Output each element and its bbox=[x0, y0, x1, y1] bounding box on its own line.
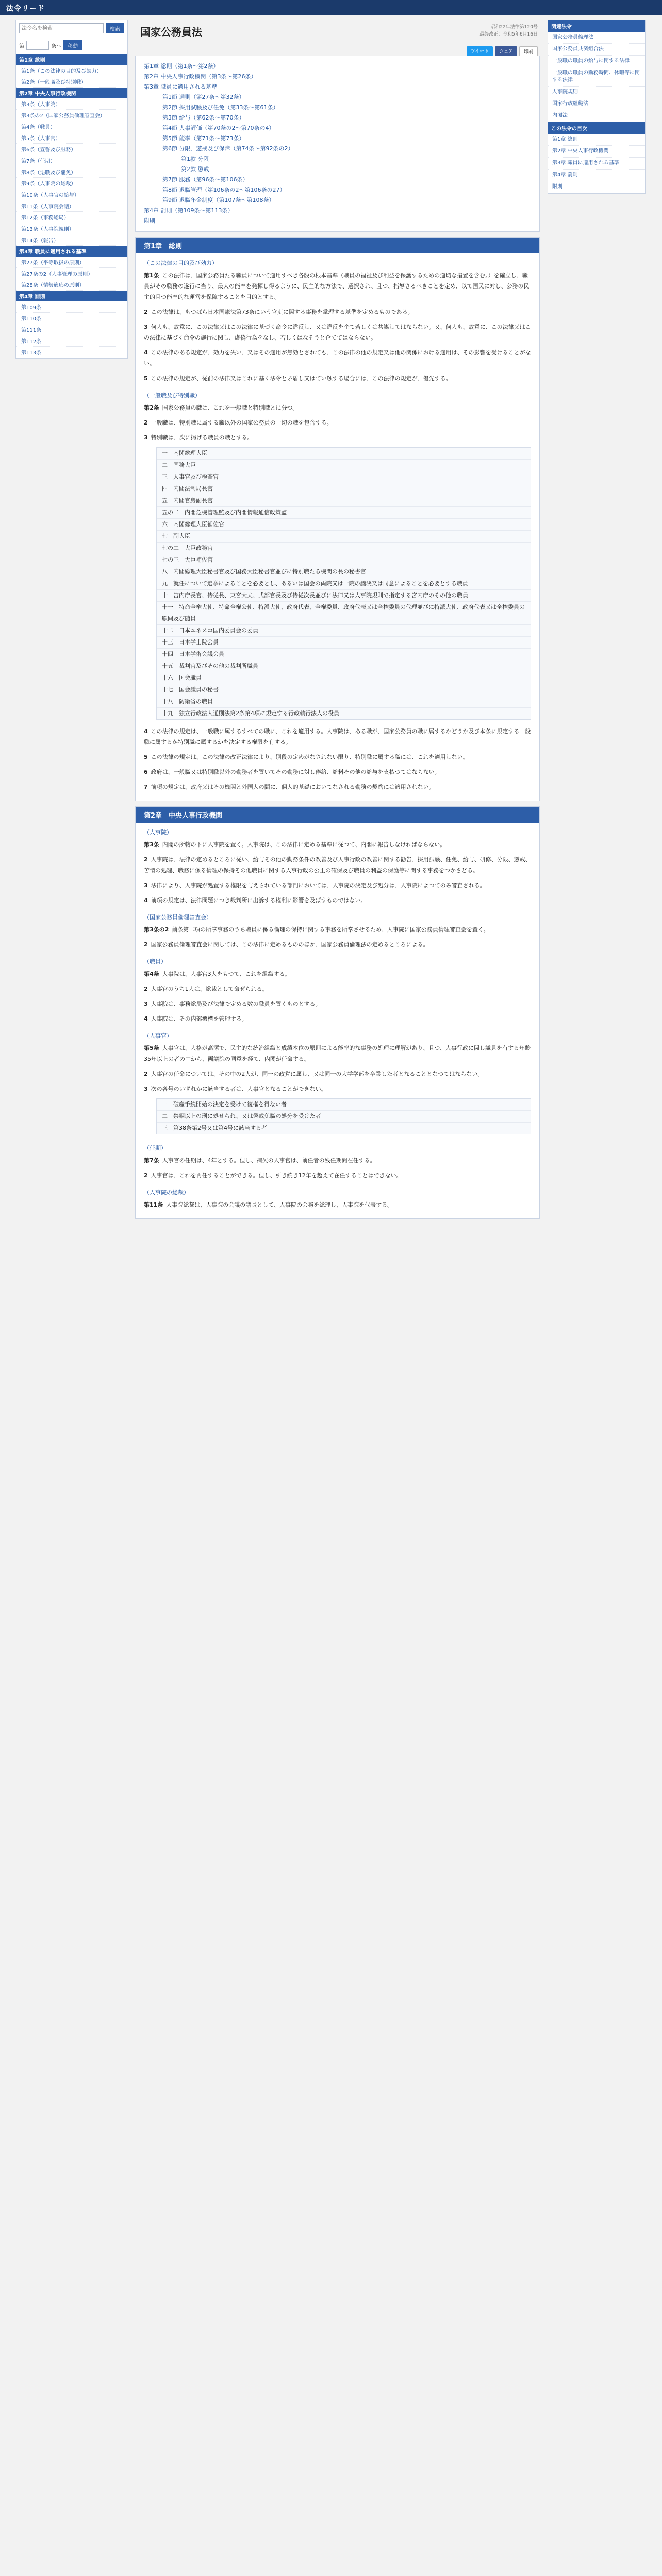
article-caption: （人事院の総裁） bbox=[144, 1189, 189, 1196]
paragraph-text: 法律により、人事院が処置する権限を与えられている部門においては、人事院の決定及び処分は、人事院によつてのみ審査される。 bbox=[151, 882, 486, 889]
list-item: 五の二 内閣危機管理監及び内閣情報通信政策監 bbox=[157, 507, 531, 519]
jump-suffix: 条へ bbox=[51, 43, 61, 49]
paragraph-text: 前項の規定は、法律問題につき裁判所に出訴する権利に影響を及ぼすものではない。 bbox=[151, 897, 367, 904]
law-toc bbox=[135, 56, 540, 232]
toc-section-heading[interactable]: 第4章 罰則 bbox=[16, 291, 127, 301]
list-item: 四 内閣法制局長官 bbox=[157, 483, 531, 495]
article-paragraph bbox=[136, 878, 539, 893]
article-number: 6 bbox=[144, 769, 148, 775]
toc-link[interactable]: 第6節 分限、懲戒及び保障（第74条～第92条の2） bbox=[162, 145, 294, 152]
list-item: 一 内閣総理大臣 bbox=[157, 448, 531, 460]
toc-article-link[interactable]: 第5条（人事官） bbox=[16, 132, 127, 144]
chapter-heading: 第1章 総則 bbox=[136, 238, 539, 253]
article-caption: （任期） bbox=[144, 1145, 167, 1151]
chapter-link[interactable]: 第1章 総則 bbox=[548, 134, 645, 146]
list-item: 七の三 大臣補佐官 bbox=[157, 554, 531, 566]
paragraph-text: 人事官の任命については、その中の2人が、同一の政党に属し、又は同一の大学学部を卒業した者となることとなつてはならない。 bbox=[151, 1071, 484, 1077]
article-caption: （一般職及び特別職） bbox=[144, 392, 201, 399]
list-item: 七 副大臣 bbox=[157, 531, 531, 543]
last-amended: 最終改正：令和5年6月16日 bbox=[479, 32, 538, 37]
article-paragraph bbox=[136, 415, 539, 430]
article-paragraph bbox=[136, 981, 539, 996]
list-item: 九 就任について選挙によることを必要とし、あるいは国会の両院又は一院の議決又は同意によることを必要とする職員 bbox=[157, 578, 531, 590]
article-number: 7 bbox=[144, 784, 148, 790]
paragraph-text: この法律の規定は、一般職に属するすべての職に、これを適用する。人事院は、ある職が、国家公務員の職に属するかどうか及び本条に規定する一般職に属するか特別職に属するかを決定する権限を有する。 bbox=[144, 728, 531, 745]
law-title: 国家公務員法 bbox=[140, 26, 202, 38]
list-item: 十五 裁判官及びその他の裁判所職員 bbox=[157, 660, 531, 672]
list-item: 一 破産手続開始の決定を受けて復権を得ない者 bbox=[157, 1099, 531, 1111]
toc-article-link[interactable]: 第14条（報告） bbox=[16, 234, 127, 246]
article-number: 2 bbox=[144, 1172, 148, 1179]
article-number: 4 bbox=[144, 349, 148, 356]
toc-link[interactable]: 第9節 退職年金制度（第107条～第108条） bbox=[162, 197, 275, 204]
article-number: 第2条 bbox=[144, 404, 159, 411]
paragraph-text: この法律は、もつぱら日本国憲法第73条にいう官吏に関する事務を掌理する基準を定めるものである。 bbox=[151, 309, 413, 315]
article-number: 2 bbox=[144, 419, 148, 426]
law-toc-heading: この法令の目次 bbox=[548, 122, 645, 134]
chapter-heading: 第2章 中央人事行政機関 bbox=[136, 807, 539, 823]
article-number: 2 bbox=[144, 856, 148, 863]
toc-article-link[interactable]: 第10条（人事官の給与） bbox=[16, 189, 127, 200]
article-number: 第3条の2 bbox=[144, 926, 169, 933]
toc-article-link[interactable]: 第2条（一般職及び特別職） bbox=[16, 76, 127, 88]
article-caption: （この法律の目的及び効力） bbox=[144, 260, 218, 266]
article-paragraph bbox=[136, 837, 539, 852]
paragraph-text: 人事官は、これを再任することができる。但し、引き続き12年を超えて在任することはできない。 bbox=[151, 1172, 402, 1179]
article-paragraph bbox=[136, 345, 539, 371]
article-number: 第11条 bbox=[144, 1201, 163, 1208]
toc-link[interactable]: 第1節 通則（第27条～第32条） bbox=[162, 94, 245, 100]
toc-article-link[interactable]: 第110条 bbox=[16, 313, 127, 324]
law-meta bbox=[479, 24, 538, 38]
toc-article-link[interactable]: 第111条 bbox=[16, 324, 127, 335]
paragraph-text: 一般職は、特別職に属する職以外の国家公務員の一切の職を包含する。 bbox=[151, 419, 333, 426]
article-paragraph bbox=[136, 400, 539, 415]
article-paragraph bbox=[136, 967, 539, 981]
paragraph-text: 人事院は、人事官3人をもつて、これを組織する。 bbox=[162, 971, 291, 977]
search-button[interactable]: 検索 bbox=[106, 23, 124, 33]
toc-link[interactable]: 第8節 退職管理（第106条の2～第106条の27） bbox=[162, 187, 286, 193]
paragraph-text: この法律の規定が、従前の法律又はこれに基く法令と矛盾し又はてい触する場合には、この法律の規定が、優先する。 bbox=[151, 375, 452, 382]
paragraph-text: この法律は、国家公務員たる職員について適用すべき各般の根本基準（職員の福祉及び利益を保護するための適切な措置を含む。）を確立し、職員がその職務の遂行に当り、最大の能率を発揮し得るように、民主的な方法で、選択され、且つ、指導さるべきことを定め、以て国民に対し、公務の民主的且つ能率的な運営を保障することを目的とする。 bbox=[144, 272, 529, 300]
article-number: 4 bbox=[144, 897, 148, 904]
list-item: 十二 日本ユネスコ国内委員会の委員 bbox=[157, 625, 531, 637]
jump-prefix: 第 bbox=[19, 43, 24, 49]
paragraph-text: 前条第二項の所掌事務のうち職員に係る倫理の保持に関する事務を所掌させるため、人事院に国家公務員倫理審査会を置く。 bbox=[172, 926, 489, 933]
paragraph-text: 人事院総裁は、人事院の会議の議長として、人事院の会務を総理し、人事院を代表する。 bbox=[166, 1201, 393, 1208]
toc-article-link[interactable]: 第11条（人事院会議） bbox=[16, 200, 127, 212]
list-item: 十六 国会職員 bbox=[157, 672, 531, 684]
paragraph-text: 前項の規定は、政府又はその機関と外国人の間に、個人的基礎においてなされる勤務の契約には適用されない。 bbox=[151, 784, 435, 790]
toc-article-link[interactable]: 第3条の2（国家公務員倫理審査会） bbox=[16, 110, 127, 121]
article-paragraph bbox=[136, 852, 539, 878]
article-number: 3 bbox=[144, 882, 148, 889]
article-paragraph bbox=[136, 268, 539, 304]
toc-article-link[interactable]: 第27条（平等取扱の原則） bbox=[16, 257, 127, 268]
article-jump bbox=[16, 37, 127, 54]
related-law-link[interactable]: 国家行政組織法 bbox=[548, 98, 645, 110]
list-item: 三 第38条第2号又は第4号に該当する者 bbox=[162, 1125, 267, 1131]
article-paragraph bbox=[136, 724, 539, 750]
article-caption: （人事官） bbox=[144, 1032, 172, 1039]
paragraph-text: 次の各号のいずれかに該当する者は、人事官となることができない。 bbox=[151, 1086, 327, 1092]
paragraph-text: この法律の規定は、この法律の改正法律により、別段の定めがなされない限り、特別職に属する職には、これを適用しない。 bbox=[151, 754, 469, 760]
item-list bbox=[156, 447, 531, 720]
toc-article-link[interactable]: 第28条（情勢適応の原則） bbox=[16, 279, 127, 291]
toc-article-link[interactable]: 第12条（事務総局） bbox=[16, 212, 127, 223]
share-buttons bbox=[467, 46, 538, 56]
article-number: 3 bbox=[144, 324, 148, 330]
toc-article-link[interactable]: 第113条 bbox=[16, 347, 127, 358]
toc-link[interactable]: 第3章 職員に適用される基準 bbox=[144, 83, 218, 90]
article-paragraph bbox=[136, 304, 539, 319]
article-paragraph bbox=[136, 1011, 539, 1026]
toc-section-heading[interactable]: 第2章 中央人事行政機関 bbox=[16, 88, 127, 98]
list-item: 三 人事官及び検査官 bbox=[157, 471, 531, 483]
toc-article-link[interactable]: 第4条（職員） bbox=[16, 121, 127, 132]
article-number: 5 bbox=[144, 754, 148, 760]
article-paragraph bbox=[136, 750, 539, 765]
list-item: 十四 日本学術会議会員 bbox=[157, 649, 531, 660]
related-law-link[interactable]: 人事院規則 bbox=[548, 87, 645, 98]
toc-link[interactable]: 第1款 分限 bbox=[181, 156, 209, 162]
paragraph-text: 政府は、一般職又は特別職以外の勤務者を置いてその勤務に対し俸給、給料その他の給与を支払つてはならない。 bbox=[151, 769, 440, 775]
toc-article-link[interactable]: 第112条 bbox=[16, 335, 127, 347]
article-paragraph bbox=[136, 371, 539, 386]
article-number-input[interactable] bbox=[26, 41, 49, 50]
paragraph-text: 国家公務員の職は、これを一般職と特別職とに分つ。 bbox=[162, 404, 299, 411]
article-number: 2 bbox=[144, 1071, 148, 1077]
article-number: 第4条 bbox=[144, 971, 159, 977]
article-paragraph bbox=[136, 1041, 539, 1066]
article-paragraph bbox=[136, 1168, 539, 1183]
paragraph-text: 内閣の所轄の下に人事院を置く。人事院は、この法律に定める基準に従つて、内閣に報告しなければならない。 bbox=[162, 841, 446, 848]
share-button[interactable]: シェア bbox=[495, 46, 517, 56]
chapter-link[interactable]: 第3章 職員に適用される基準 bbox=[548, 158, 645, 170]
article-paragraph bbox=[136, 1081, 539, 1096]
toc-link[interactable]: 第2章 中央人事行政機関（第3条～第26条） bbox=[144, 73, 257, 80]
related-law-link[interactable]: 国家公務員倫理法 bbox=[548, 32, 645, 44]
jump-button[interactable]: 移動 bbox=[63, 40, 82, 50]
toc-article-link[interactable]: 第8条（退職及び罷免） bbox=[16, 166, 127, 178]
list-item: 十一 特命全権大使、特命全権公使、特派大使、政府代表、全権委員、政府代表又は全権委員の代理並びに特派大使、政府代表又は全権委員の顧問及び随員 bbox=[157, 602, 531, 625]
article-caption: （人事院） bbox=[144, 829, 172, 836]
toc-section-heading[interactable]: 第3章 職員に適用される基準 bbox=[16, 246, 127, 257]
site-logo[interactable]: 法令リード bbox=[6, 5, 45, 13]
toc-article-link[interactable]: 第3条（人事院） bbox=[16, 98, 127, 110]
search-input[interactable] bbox=[19, 23, 104, 33]
left-toc bbox=[16, 54, 127, 358]
article-paragraph bbox=[136, 1197, 539, 1212]
paragraph-text: 特別職は、次に掲げる職員の職とする。 bbox=[151, 434, 253, 441]
article-number: 2 bbox=[144, 986, 148, 992]
toc-link[interactable]: 第2款 懲戒 bbox=[181, 166, 209, 173]
toc-link[interactable]: 第7節 服務（第96条～第106条） bbox=[162, 176, 249, 183]
toc-article-link[interactable]: 第6条（宣誓及び服務） bbox=[16, 144, 127, 155]
print-button[interactable]: 印刷 bbox=[519, 46, 538, 56]
article-number: 2 bbox=[144, 941, 148, 948]
chapters bbox=[135, 237, 540, 1219]
article-number: 第3条 bbox=[144, 841, 159, 848]
chapter bbox=[135, 806, 540, 1219]
main-content bbox=[135, 20, 540, 1224]
list-item: 二 禁錮以上の刑に処せられ、又は懲戒免職の処分を受けた者 bbox=[157, 1111, 531, 1123]
chapter-link[interactable]: 第2章 中央人事行政機関 bbox=[548, 146, 645, 158]
list-item: 十八 防衛省の職員 bbox=[157, 696, 531, 708]
site-header bbox=[0, 0, 662, 15]
list-item: 八 内閣総理大臣秘書官及び国務大臣秘書官並びに特別職たる機関の長の秘書官 bbox=[157, 566, 531, 578]
left-sidebar bbox=[15, 20, 128, 359]
toc-article-link[interactable]: 第1条（この法律の目的及び効力） bbox=[16, 65, 127, 76]
article-number: 第1条 bbox=[144, 272, 159, 279]
related-law-link[interactable]: 一般職の職員の給与に関する法律 bbox=[548, 56, 645, 67]
list-item: 七の二 大臣政務官 bbox=[157, 543, 531, 554]
law-header bbox=[135, 20, 540, 56]
article-paragraph bbox=[136, 1066, 539, 1081]
article-paragraph bbox=[136, 319, 539, 345]
law-number: 昭和22年法律第120号 bbox=[490, 25, 538, 30]
toc-article-link[interactable]: 第27条の2（人事管理の原則） bbox=[16, 268, 127, 279]
article-number: 4 bbox=[144, 728, 148, 735]
article-number: 3 bbox=[144, 434, 148, 441]
paragraph-text: この法律のある規定が、効力を失い、又はその適用が無効とされても、この法律の他の規定又は他の関係における適用は、その影響を受けることがない。 bbox=[144, 349, 531, 367]
article-number: 第5条 bbox=[144, 1045, 159, 1052]
paragraph-text: 何人も、故意に、この法律又はこの法律に基づく命令に違反し、又は違反を企て若しくは共謀してはならない。又、何人も、故意に、この法律又はこの法律に基づく命令の施行に関し、虚偽行為をなし、若しくはなそうと企ててはならない。 bbox=[144, 324, 531, 341]
article-caption: （職員） bbox=[144, 958, 167, 965]
list-item: 五 内閣官房副長官 bbox=[157, 495, 531, 507]
article-paragraph bbox=[136, 893, 539, 908]
toc-article-link[interactable]: 第109条 bbox=[16, 301, 127, 313]
paragraph-text: 人事院は、事務総局及び法律で定める数の職員を置くものとする。 bbox=[151, 1001, 321, 1007]
paragraph-text: 人事院は、法律の定めるところに従い、給与その他の勤務条件の改善及び人事行政の改善に関する勧告、採用試験、任免、給与、研修、分限、懲戒、苦情の処理、職務に係る倫理の保持その他職員に関する人事行政の公正の確保及び職員の利益の保護等に関する事務をつかさどる。 bbox=[144, 856, 531, 874]
paragraph-text: 国家公務員倫理審査会に関しては、この法律に定めるもののほか、国家公務員倫理法の定めるところによる。 bbox=[151, 941, 429, 948]
law-toc-list bbox=[548, 134, 645, 193]
paragraph-text: 人事院は、その内部機構を管理する。 bbox=[151, 1015, 247, 1022]
paragraph-text: 人事官のうち1人は、総裁として命ぜられる。 bbox=[151, 986, 268, 992]
chapter-link[interactable]: 第4章 罰則 bbox=[548, 170, 645, 181]
toc-article-link[interactable]: 第7条（任期） bbox=[16, 155, 127, 166]
related-laws-list bbox=[548, 32, 645, 122]
article-paragraph bbox=[136, 430, 539, 445]
paragraph-text: 人事官の任期は、4年とする。但し、補欠の人事官は、前任者の残任期間在任する。 bbox=[162, 1157, 376, 1164]
paragraph-text: 人事官は、人格が高潔で、民主的な統治組織と成績本位の原則による能率的な事務の処理に理解があり、且つ、人事行政に関し識見を有する年齢35年以上の者の中から、両議院の同意を経て、内閣が任命する。 bbox=[144, 1045, 531, 1062]
related-law-link[interactable]: 内閣法 bbox=[548, 110, 645, 122]
list-item: 十 宮内庁長官、侍従長、東宮大夫、式部官長及び侍従次長並びに法律又は人事院規則で指定する宮内庁のその他の職員 bbox=[157, 590, 531, 602]
toc-article-link[interactable]: 第13条（人事院規則） bbox=[16, 223, 127, 234]
list-item: 十三 日本学士院会員 bbox=[157, 637, 531, 649]
article-paragraph bbox=[136, 937, 539, 952]
article-paragraph bbox=[136, 996, 539, 1011]
list-item: 六 内閣総理大臣補佐官 bbox=[157, 519, 531, 531]
related-laws-heading: 関連法令 bbox=[548, 20, 645, 32]
list-item: 二 国務大臣 bbox=[157, 460, 531, 471]
article-number: 4 bbox=[144, 1015, 148, 1022]
item-list bbox=[156, 1098, 531, 1134]
list-item: 十七 国会議員の秘書 bbox=[157, 684, 531, 696]
toc-link[interactable]: 第1章 総則（第1条～第2条） bbox=[144, 63, 219, 70]
article-number: 5 bbox=[144, 375, 148, 382]
right-sidebar bbox=[548, 20, 646, 194]
toc-link[interactable]: 第5節 能率（第71条～第73条） bbox=[162, 135, 245, 142]
article-caption: （国家公務員倫理審査会） bbox=[144, 914, 212, 921]
chapter-link[interactable]: 附則 bbox=[548, 181, 645, 193]
article-paragraph bbox=[136, 765, 539, 779]
related-law-link[interactable]: 一般職の職員の勤務時間、休暇等に関する法律 bbox=[548, 67, 645, 87]
article-paragraph bbox=[136, 779, 539, 794]
article-paragraph bbox=[136, 1153, 539, 1168]
toc-article-link[interactable]: 第9条（人事院の総裁） bbox=[16, 178, 127, 189]
list-item: 十九 独立行政法人通則法第2条第4項に規定する行政執行法人の役員 bbox=[162, 710, 339, 717]
chapter bbox=[135, 237, 540, 801]
toc-link[interactable]: 第3節 給与（第62条～第70条） bbox=[162, 114, 245, 121]
article-paragraph bbox=[136, 922, 539, 937]
article-number: 3 bbox=[144, 1001, 148, 1007]
tweet-button[interactable]: ツイート bbox=[467, 46, 493, 56]
search-box bbox=[16, 20, 127, 37]
article-number: 3 bbox=[144, 1086, 148, 1092]
toc-link[interactable]: 第4章 罰則（第109条～第113条） bbox=[144, 207, 234, 214]
toc-link[interactable]: 第4節 人事評価（第70条の2～第70条の4） bbox=[162, 125, 275, 131]
toc-link[interactable]: 附則 bbox=[144, 217, 155, 224]
article-number: 2 bbox=[144, 309, 148, 315]
toc-section-heading[interactable]: 第1章 総則 bbox=[16, 54, 127, 65]
toc-link[interactable]: 第2節 採用試験及び任免（第33条～第61条） bbox=[162, 104, 279, 111]
article-number: 第7条 bbox=[144, 1157, 159, 1164]
related-law-link[interactable]: 国家公務員共済組合法 bbox=[548, 44, 645, 56]
